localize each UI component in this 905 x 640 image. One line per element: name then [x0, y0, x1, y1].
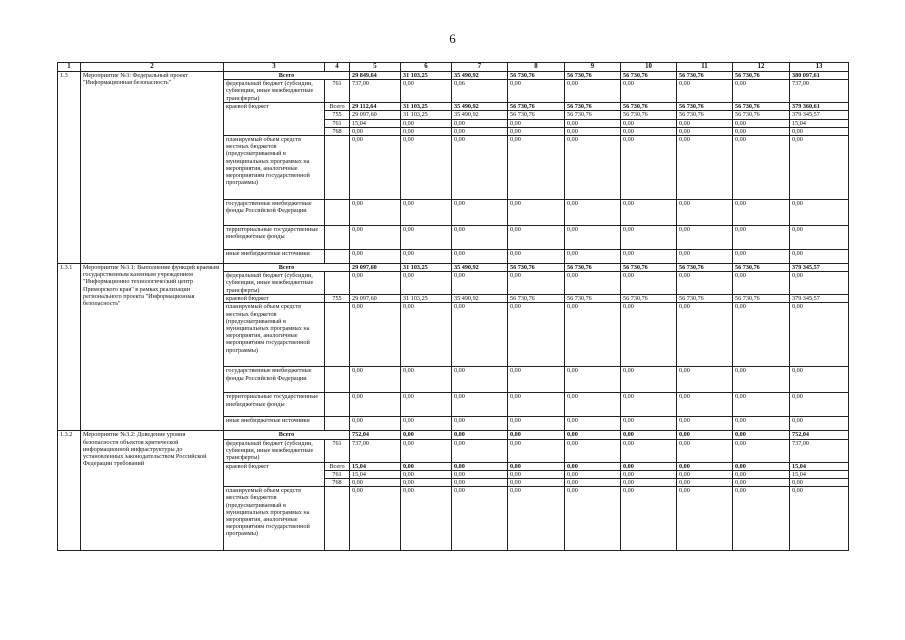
value-cell: 0,00 — [350, 479, 401, 487]
value-cell: 0,00 — [621, 462, 677, 470]
value-cell: 0,00 — [565, 80, 621, 103]
value-cell: 0,00 — [350, 200, 401, 226]
value-cell: 15,04 — [790, 470, 849, 478]
value-cell: 0,00 — [508, 431, 565, 439]
value-cell: 0,00 — [508, 303, 565, 367]
value-cell: 0,00 — [677, 393, 733, 417]
value-cell: 0,00 — [733, 303, 790, 367]
value-cell: 0,00 — [401, 303, 452, 367]
value-cell: 0,00 — [565, 417, 621, 431]
value-cell: 56 730,76 — [733, 295, 790, 303]
header-row — [58, 63, 849, 72]
code-cell: Всего — [325, 462, 350, 470]
code-cell: 761 — [325, 439, 350, 462]
value-cell: 31 103,25 — [401, 264, 452, 272]
value-cell: 0,00 — [677, 226, 733, 250]
code-cell — [325, 417, 350, 431]
source-label: территориальные государственные внебюджетные фонды — [224, 393, 325, 417]
value-cell: 56 730,76 — [677, 111, 733, 119]
value-cell: 56 730,76 — [565, 72, 621, 80]
value-cell: 0,00 — [508, 417, 565, 431]
value-cell: 15,04 — [790, 462, 849, 470]
budget-table — [57, 62, 849, 551]
value-cell: 0,00 — [790, 127, 849, 135]
header-cell: 9 — [565, 63, 621, 72]
source-label: Всего — [224, 72, 350, 80]
value-cell: 0,06 — [452, 80, 508, 103]
value-cell: 379 345,57 — [790, 264, 849, 272]
value-cell: 0,00 — [565, 431, 621, 439]
value-cell: 0,00 — [677, 80, 733, 103]
activity-name: Мероприятие №3.1: Выполнение функций краевым государственным казенным учреждением "Информационно технологический центр Приморского края" в рамках реализации регионального проекта "Информационная безопасность" — [81, 264, 224, 431]
value-cell: 0,00 — [733, 470, 790, 478]
value-cell: 737,00 — [790, 439, 849, 462]
value-cell: 0,00 — [401, 272, 452, 295]
code-cell — [325, 250, 350, 264]
value-cell: 0,00 — [733, 80, 790, 103]
value-cell: 0,00 — [565, 226, 621, 250]
value-cell: 0,00 — [508, 136, 565, 200]
value-cell: 31 103,25 — [401, 103, 452, 111]
value-cell: 0,00 — [452, 119, 508, 127]
code-cell: Всего — [325, 103, 350, 111]
value-cell: 0,00 — [401, 200, 452, 226]
value-cell: 56 730,76 — [733, 72, 790, 80]
value-cell: 0,00 — [401, 393, 452, 417]
source-label: Всего — [224, 264, 350, 272]
code-cell — [325, 226, 350, 250]
header-cell: 13 — [790, 63, 849, 72]
source-label: краевой бюджет — [224, 103, 325, 136]
value-cell: 0,00 — [452, 303, 508, 367]
value-cell: 0,00 — [677, 462, 733, 470]
row-number: 1.3 — [58, 72, 81, 264]
value-cell: 0,00 — [790, 250, 849, 264]
value-cell: 56 730,76 — [677, 264, 733, 272]
value-cell: 0,00 — [508, 127, 565, 135]
code-cell: 761 — [325, 119, 350, 127]
table-row — [58, 264, 849, 272]
value-cell: 0,00 — [452, 136, 508, 200]
value-cell: 0,00 — [733, 226, 790, 250]
value-cell: 0,00 — [677, 136, 733, 200]
value-cell: 56 730,76 — [733, 264, 790, 272]
value-cell: 0,00 — [401, 136, 452, 200]
value-cell: 0,00 — [565, 393, 621, 417]
value-cell: 0,00 — [452, 439, 508, 462]
value-cell: 0,00 — [733, 119, 790, 127]
activity-name: Мероприятие №3: Федеральный проект "Информационная безопасность" — [81, 72, 224, 264]
value-cell: 0,00 — [350, 487, 401, 551]
value-cell: 0,00 — [733, 487, 790, 551]
code-cell: 755 — [325, 295, 350, 303]
value-cell: 0,00 — [733, 250, 790, 264]
value-cell: 56 730,76 — [508, 264, 565, 272]
source-label: Всего — [224, 431, 350, 439]
value-cell: 15,04 — [350, 119, 401, 127]
value-cell: 15,04 — [350, 470, 401, 478]
code-cell — [325, 367, 350, 393]
value-cell: 0,00 — [508, 119, 565, 127]
value-cell: 0,00 — [677, 200, 733, 226]
header-cell: 10 — [621, 63, 677, 72]
value-cell: 0,00 — [401, 367, 452, 393]
value-cell: 0,00 — [621, 80, 677, 103]
value-cell: 0,00 — [508, 439, 565, 462]
value-cell: 0,00 — [565, 136, 621, 200]
value-cell: 56 730,76 — [508, 295, 565, 303]
value-cell: 0,00 — [508, 367, 565, 393]
value-cell: 0,00 — [677, 119, 733, 127]
value-cell: 0,00 — [565, 119, 621, 127]
value-cell: 0,00 — [790, 303, 849, 367]
value-cell: 0,00 — [350, 136, 401, 200]
code-cell — [325, 136, 350, 200]
value-cell: 0,00 — [350, 393, 401, 417]
table-row — [58, 72, 849, 80]
value-cell: 0,00 — [508, 462, 565, 470]
value-cell: 0,00 — [677, 127, 733, 135]
value-cell: 0,00 — [452, 127, 508, 135]
code-cell — [325, 200, 350, 226]
header-cell: 2 — [81, 63, 224, 72]
value-cell: 0,00 — [508, 470, 565, 478]
value-cell: 0,00 — [733, 462, 790, 470]
value-cell: 0,00 — [621, 487, 677, 551]
value-cell: 29 849,64 — [350, 72, 401, 80]
value-cell: 0,00 — [401, 470, 452, 478]
value-cell: 0,00 — [677, 487, 733, 551]
value-cell: 0,00 — [452, 367, 508, 393]
value-cell: 0,00 — [677, 250, 733, 264]
value-cell: 0,00 — [565, 367, 621, 393]
source-label: федеральный бюджет (субсидии, субвенции, иные межбюджетные трансферты) — [224, 272, 325, 295]
value-cell: 0,00 — [508, 226, 565, 250]
value-cell: 0,00 — [565, 200, 621, 226]
source-label: планируемый объем средств местных бюджетов (предусматриваемый в муниципальных программах на мероприятия, аналогичные мероприятиям государственной программы) — [224, 487, 325, 551]
value-cell: 0,00 — [790, 272, 849, 295]
value-cell: 35 490,92 — [452, 295, 508, 303]
value-cell: 0,00 — [621, 119, 677, 127]
value-cell: 31 103,25 — [401, 72, 452, 80]
value-cell: 0,00 — [790, 136, 849, 200]
value-cell: 0,00 — [621, 303, 677, 367]
header-cell: 4 — [325, 63, 350, 72]
value-cell: 0,00 — [790, 487, 849, 551]
value-cell: 0,00 — [621, 226, 677, 250]
value-cell: 0,00 — [621, 393, 677, 417]
value-cell: 0,00 — [350, 367, 401, 393]
source-label: иные внебюджетные источники — [224, 417, 325, 431]
value-cell: 31 103,25 — [401, 295, 452, 303]
value-cell: 0,00 — [733, 439, 790, 462]
value-cell: 0,00 — [790, 417, 849, 431]
header-cell: 6 — [401, 63, 452, 72]
value-cell: 0,00 — [621, 431, 677, 439]
value-cell: 0,00 — [733, 127, 790, 135]
value-cell: 56 730,76 — [565, 103, 621, 111]
code-cell: 755 — [325, 111, 350, 119]
header-cell: 1 — [58, 63, 81, 72]
value-cell: 0,00 — [401, 250, 452, 264]
value-cell: 56 730,76 — [677, 295, 733, 303]
code-cell — [325, 487, 350, 551]
value-cell: 0,00 — [508, 272, 565, 295]
value-cell: 0,00 — [401, 439, 452, 462]
value-cell: 0,00 — [401, 127, 452, 135]
value-cell: 56 730,76 — [733, 103, 790, 111]
value-cell: 56 730,76 — [565, 111, 621, 119]
value-cell: 752,04 — [350, 431, 401, 439]
page-number: 6 — [449, 31, 456, 46]
value-cell: 0,00 — [452, 226, 508, 250]
value-cell: 0,00 — [452, 479, 508, 487]
header-cell: 11 — [677, 63, 733, 72]
source-label: территориальные государственные внебюджетные фонды — [224, 226, 325, 250]
value-cell: 56 730,76 — [621, 103, 677, 111]
value-cell: 56 730,76 — [565, 295, 621, 303]
value-cell: 0,00 — [401, 226, 452, 250]
row-number: 1.3.2 — [58, 431, 81, 551]
value-cell: 0,00 — [733, 136, 790, 200]
row-number: 1.3.1 — [58, 264, 81, 431]
value-cell: 0,00 — [565, 470, 621, 478]
value-cell: 56 730,76 — [621, 264, 677, 272]
value-cell: 379 345,57 — [790, 111, 849, 119]
value-cell: 0,00 — [621, 272, 677, 295]
value-cell: 31 103,25 — [401, 111, 452, 119]
value-cell: 29 097,60 — [350, 295, 401, 303]
source-label: государственные внебюджетные фонды Российской Федерации — [224, 200, 325, 226]
value-cell: 380 097,61 — [790, 72, 849, 80]
value-cell: 0,00 — [401, 479, 452, 487]
value-cell: 0,00 — [401, 80, 452, 103]
value-cell: 0,00 — [733, 200, 790, 226]
value-cell: 0,00 — [452, 417, 508, 431]
activity-name: Мероприятие №3.2: Доведение уровня безопасности объектов критической информационной инфраструктуры до установленных законодательством Российской Федерации требований — [81, 431, 224, 551]
value-cell: 0,00 — [733, 367, 790, 393]
value-cell: 0,00 — [565, 439, 621, 462]
value-cell: 15,04 — [790, 119, 849, 127]
value-cell: 0,00 — [401, 431, 452, 439]
source-label: федеральный бюджет (субсидии, субвенции, иные межбюджетные трансферты) — [224, 80, 325, 103]
value-cell: 29 097,60 — [350, 111, 401, 119]
value-cell: 0,00 — [677, 439, 733, 462]
value-cell: 15,04 — [350, 462, 401, 470]
value-cell: 0,00 — [677, 303, 733, 367]
value-cell: 0,00 — [790, 393, 849, 417]
value-cell: 0,00 — [508, 393, 565, 417]
value-cell: 0,00 — [508, 487, 565, 551]
source-label: краевой бюджет — [224, 295, 325, 303]
value-cell: 0,00 — [452, 393, 508, 417]
value-cell: 0,00 — [452, 250, 508, 264]
value-cell: 737,00 — [790, 80, 849, 103]
value-cell: 0,00 — [508, 200, 565, 226]
code-cell: 768 — [325, 127, 350, 135]
value-cell: 0,00 — [401, 462, 452, 470]
value-cell: 379 345,57 — [790, 295, 849, 303]
source-label: иные внебюджетные источники — [224, 250, 325, 264]
value-cell: 56 730,76 — [565, 264, 621, 272]
value-cell: 0,00 — [790, 479, 849, 487]
value-cell: 0,00 — [733, 393, 790, 417]
source-label: планируемый объем средств местных бюджетов (предусматриваемый в муниципальных программах на мероприятия, аналогичные мероприятиям государственной программы) — [224, 303, 325, 367]
value-cell: 35 490,92 — [452, 111, 508, 119]
value-cell: 0,00 — [508, 80, 565, 103]
value-cell: 0,00 — [621, 250, 677, 264]
value-cell: 56 730,76 — [621, 72, 677, 80]
code-cell: 768 — [325, 479, 350, 487]
value-cell: 0,00 — [565, 303, 621, 367]
value-cell: 737,00 — [350, 439, 401, 462]
value-cell: 35 490,92 — [452, 103, 508, 111]
source-label: краевой бюджет — [224, 462, 325, 487]
header-cell: 12 — [733, 63, 790, 72]
header-cell: 3 — [224, 63, 325, 72]
value-cell: 0,00 — [733, 479, 790, 487]
value-cell: 0,00 — [565, 250, 621, 264]
value-cell: 29 097,60 — [350, 264, 401, 272]
value-cell: 0,00 — [677, 470, 733, 478]
source-label: федеральный бюджет (субсидии, субвенции, иные межбюджетные трансферты) — [224, 439, 325, 462]
value-cell: 56 730,76 — [508, 103, 565, 111]
value-cell: 0,00 — [565, 272, 621, 295]
header-cell: 7 — [452, 63, 508, 72]
header-cell: 8 — [508, 63, 565, 72]
value-cell: 379 360,61 — [790, 103, 849, 111]
value-cell: 0,00 — [401, 417, 452, 431]
value-cell: 0,00 — [677, 417, 733, 431]
value-cell: 0,00 — [452, 462, 508, 470]
value-cell: 0,00 — [621, 479, 677, 487]
value-cell: 0,00 — [790, 200, 849, 226]
value-cell: 56 730,76 — [677, 103, 733, 111]
value-cell: 0,00 — [733, 431, 790, 439]
value-cell: 0,00 — [508, 479, 565, 487]
value-cell: 0,00 — [508, 250, 565, 264]
code-cell — [325, 303, 350, 367]
value-cell: 0,00 — [677, 479, 733, 487]
value-cell: 29 112,64 — [350, 103, 401, 111]
value-cell: 0,00 — [350, 127, 401, 135]
value-cell: 35 490,92 — [452, 264, 508, 272]
value-cell: 0,00 — [350, 226, 401, 250]
value-cell: 0,00 — [452, 487, 508, 551]
code-cell — [325, 272, 350, 295]
value-cell: 0,00 — [565, 479, 621, 487]
value-cell: 35 490,92 — [452, 72, 508, 80]
header-cell: 5 — [350, 63, 401, 72]
source-label: государственные внебюджетные фонды Российской Федерации — [224, 367, 325, 393]
value-cell: 0,00 — [452, 470, 508, 478]
value-cell: 0,00 — [621, 470, 677, 478]
value-cell: 0,00 — [350, 417, 401, 431]
value-cell: 737,00 — [350, 80, 401, 103]
value-cell: 752,04 — [790, 431, 849, 439]
value-cell: 0,00 — [677, 272, 733, 295]
table-row — [58, 431, 849, 439]
value-cell: 0,00 — [350, 272, 401, 295]
code-cell — [325, 393, 350, 417]
code-cell: 761 — [325, 470, 350, 478]
value-cell: 0,00 — [452, 431, 508, 439]
value-cell: 0,00 — [452, 200, 508, 226]
value-cell: 0,00 — [621, 439, 677, 462]
code-cell: 761 — [325, 80, 350, 103]
value-cell: 0,00 — [621, 367, 677, 393]
value-cell: 0,00 — [401, 487, 452, 551]
value-cell: 0,00 — [621, 417, 677, 431]
source-label: планируемый объем средств местных бюджетов (предусматриваемый в муниципальных программах на мероприятия, аналогичные мероприятиям государственной программы) — [224, 136, 325, 200]
value-cell: 0,00 — [452, 272, 508, 295]
value-cell: 56 730,76 — [621, 295, 677, 303]
value-cell: 0,00 — [790, 226, 849, 250]
value-cell: 0,00 — [565, 127, 621, 135]
value-cell: 0,00 — [677, 431, 733, 439]
value-cell: 0,00 — [790, 367, 849, 393]
value-cell: 0,00 — [565, 462, 621, 470]
value-cell: 0,00 — [621, 200, 677, 226]
value-cell: 0,00 — [621, 127, 677, 135]
value-cell: 0,00 — [621, 136, 677, 200]
value-cell: 0,00 — [350, 250, 401, 264]
value-cell: 0,00 — [565, 487, 621, 551]
value-cell: 56 730,76 — [733, 111, 790, 119]
value-cell: 56 730,76 — [508, 111, 565, 119]
value-cell: 56 730,76 — [677, 72, 733, 80]
value-cell: 0,00 — [350, 303, 401, 367]
value-cell: 0,00 — [401, 119, 452, 127]
value-cell: 56 730,76 — [621, 111, 677, 119]
value-cell: 0,00 — [733, 417, 790, 431]
value-cell: 56 730,76 — [508, 72, 565, 80]
value-cell: 0,00 — [733, 272, 790, 295]
value-cell: 0,00 — [677, 367, 733, 393]
